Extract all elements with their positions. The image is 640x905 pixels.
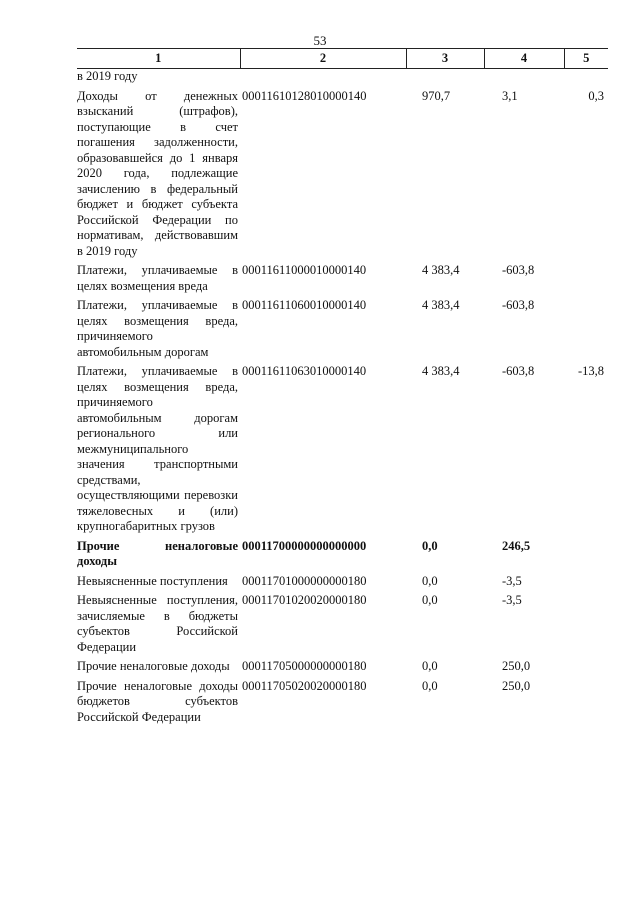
table-row bbox=[77, 679, 608, 730]
table-row bbox=[77, 539, 608, 574]
row-name-cell: Прочие неналоговые доходы бюджетов субъектов Российской Федерации bbox=[77, 678, 238, 724]
row-col3-value: 4 383,4 bbox=[422, 298, 460, 312]
row-name-cell: Доходы от денежных взысканий (штрафов), поступающие в счет погашения задолженности, образовавшейся до 1 января 2020 года, подлежащие зачислению в федеральный бюджет и бюджет субъекта Российской Федерации по нормативам, действовавшим в 2019 году bbox=[77, 88, 238, 258]
row-col3-value: 0,0 bbox=[422, 593, 438, 607]
row-col4-value: 246,5 bbox=[502, 538, 531, 553]
row-code-cell: 00011701020020000180 bbox=[242, 593, 367, 607]
row-col3-value: 0,0 bbox=[422, 678, 438, 693]
row-col3-value: 0,0 bbox=[422, 573, 438, 588]
row-col4-value: -3,5 bbox=[502, 573, 522, 588]
row-col5-value bbox=[564, 574, 608, 594]
row-col5-value bbox=[564, 263, 608, 298]
row-col3-value: 4 383,4 bbox=[422, 263, 460, 277]
table-header-row bbox=[77, 49, 608, 69]
row-col5-value bbox=[564, 679, 608, 730]
row-col4-value: 250,0 bbox=[502, 659, 531, 673]
row-col4-value bbox=[484, 69, 564, 89]
column-header-2: 2 bbox=[240, 49, 406, 69]
row-col3-value: 4 383,4 bbox=[422, 364, 460, 378]
table-row bbox=[77, 593, 608, 659]
table-row bbox=[77, 263, 608, 298]
row-name-cell: Прочие неналоговые доходы bbox=[77, 538, 238, 568]
row-col4-value: 3,1 bbox=[502, 88, 518, 103]
row-name-cell: Невыясненные поступления, зачисляемые в бюджеты субъектов Российской Федерации bbox=[77, 593, 238, 654]
table-row bbox=[77, 89, 608, 264]
row-col5-value bbox=[564, 659, 608, 679]
row-col5-value bbox=[564, 593, 608, 659]
row-col3-value: 0,0 bbox=[422, 538, 438, 553]
row-col5-value bbox=[564, 298, 608, 364]
row-col4-value: 250,0 bbox=[502, 678, 531, 693]
row-code-cell: 00011705000000000180 bbox=[242, 659, 367, 673]
column-header-5: 5 bbox=[564, 49, 608, 69]
row-col5-value bbox=[564, 539, 608, 574]
table-row bbox=[77, 659, 608, 679]
row-name-cell: Платежи, уплачиваемые в целях возмещения вреда, причиняемого автомобильным дорогам bbox=[77, 298, 238, 359]
row-code-cell: 00011610128010000140 bbox=[242, 88, 367, 103]
row-name-cell: Платежи, уплачиваемые в целях возмещения вреда, причиняемого автомобильным дорогам регионального или межмуниципального значения транспортными средствами, осуществляющими перевозки тяжеловесных и (или) крупногабаритных грузов bbox=[77, 364, 238, 533]
row-col4-value: -3,5 bbox=[502, 593, 522, 607]
row-col5-value bbox=[564, 69, 608, 89]
row-col3-value: 970,7 bbox=[422, 88, 451, 103]
table-row bbox=[77, 298, 608, 364]
row-col4-value: -603,8 bbox=[502, 364, 535, 378]
row-name-cell: Прочие неналоговые доходы bbox=[77, 659, 230, 673]
row-col4-value: -603,8 bbox=[502, 298, 535, 312]
row-col4-value: -603,8 bbox=[502, 263, 535, 277]
row-col5-value: -13,8 bbox=[577, 364, 604, 378]
row-name-cell: Невыясненные поступления bbox=[77, 573, 228, 588]
row-code-cell: 00011701000000000180 bbox=[242, 573, 367, 588]
column-header-4: 4 bbox=[484, 49, 564, 69]
row-code-cell: 00011705020020000180 bbox=[242, 678, 367, 693]
row-col3-value: 0,0 bbox=[422, 659, 438, 673]
page-number: 53 bbox=[313, 33, 327, 48]
row-code-cell: 00011611060010000140 bbox=[242, 298, 367, 312]
row-code-cell: 00011611000010000140 bbox=[242, 263, 367, 277]
row-code-cell: 00011611063010000140 bbox=[242, 364, 367, 378]
table-row bbox=[77, 364, 608, 539]
row-code-cell: 00011700000000000000 bbox=[242, 538, 367, 553]
budget-table bbox=[77, 48, 608, 729]
table-row bbox=[77, 69, 608, 89]
row-code-cell bbox=[240, 69, 406, 89]
column-header-3: 3 bbox=[406, 49, 484, 69]
row-col3-value bbox=[406, 69, 484, 89]
table-body bbox=[77, 69, 608, 730]
row-name-cell: в 2019 году bbox=[77, 69, 138, 83]
row-col5-value: 0,3 bbox=[588, 88, 604, 103]
table-row bbox=[77, 574, 608, 594]
column-header-1: 1 bbox=[77, 49, 240, 69]
row-name-cell: Платежи, уплачиваемые в целях возмещения вреда bbox=[77, 263, 238, 293]
